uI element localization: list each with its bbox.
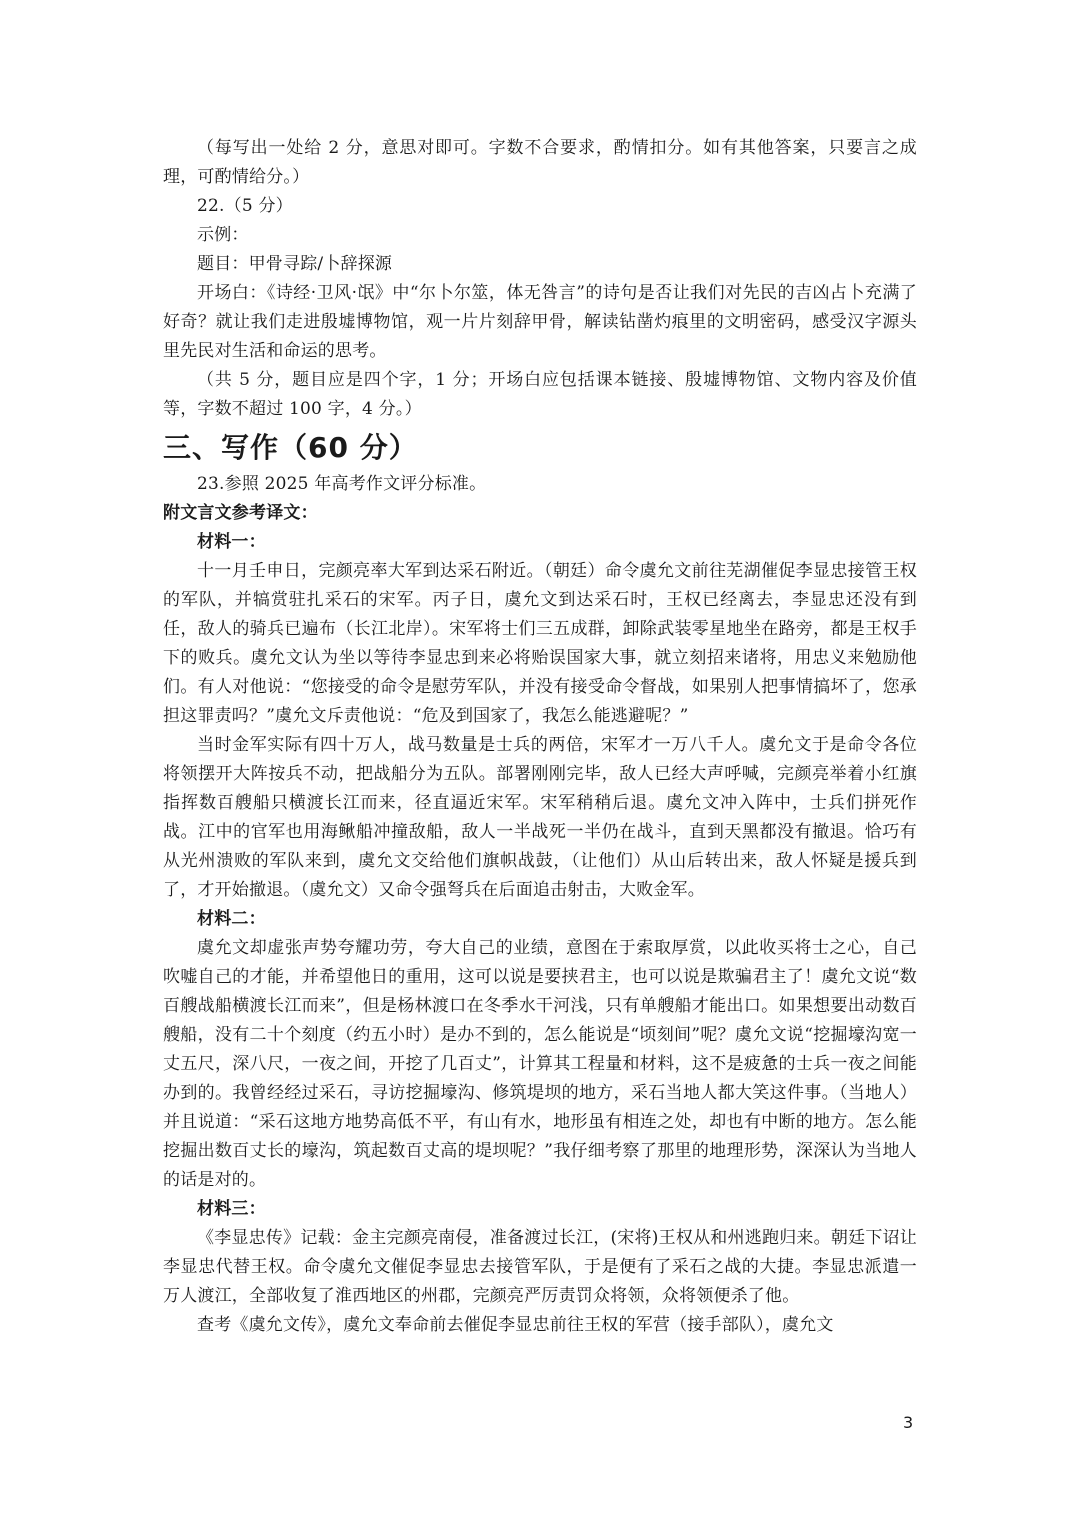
material-2-label: 材料二：: [197, 909, 266, 929]
q21-scoring-note: （每写出一处给 2 分，意思对即可。字数不合要求，酌情扣分。如有其他答案，只要言之成理，可酌情给分。）: [163, 138, 917, 187]
q22-heading: 22.（5 分）: [197, 196, 293, 216]
material-3-paragraph-1: 《李显忠传》记载：金主完颜亮南侵，准备渡过长江，(宋将)王权从和州逃跑归来。朝廷下诏让李显忠代替王权。命令虞允文催促李显忠去接管军队，于是便有了采石之战的大捷。李显忠派遣一万人渡江，全部收复了淮西地区的州郡，完颜亮严厉责罚众将领，众将领便杀了他。: [163, 1228, 917, 1306]
q22-title-line: 题目：甲骨寻踪/卜辞探源: [197, 254, 393, 274]
material-2-paragraph-1: 虞允文却虚张声势夸耀功劳，夸大自己的业绩，意图在于索取厚赏，以此收买将士之心，自己吹嘘自己的才能，并希望他日的重用，这可以说是要挟君主，也可以说是欺骗君主了！虞允文说“数百艘战船横渡长江而来”，但是杨林渡口在冬季水干河浅，只有单艘船才能出口。如果想要出动数百艘船，没有二十个刻度（约五小时）是办不到的，怎么能说是“顷刻间”呢？虞允文说“挖掘壕沟宽一丈五尺，深八尺，一夜之间，开挖了几百丈”，计算其工程量和材料，这不是疲惫的士兵一夜之间能办到的。我曾经经过采石，寻访挖掘壕沟、修筑堤坝的地方，采石当地人都大笑这件事。（当地人）并且说道：“采石这地方地势高低不平，有山有水，地形虽有相连之处，却也有中断的地方。怎么能挖掘出数百丈长的壕沟，筑起数百丈高的堤坝呢？”我仔细考察了那里的地理形势，深深认为当地人的话是对的。: [163, 938, 917, 1190]
q22-opening-remarks: 开场白：《诗经·卫风·氓》中“尔卜尔筮，体无咎言”的诗句是否让我们对先民的吉凶占卜充满了好奇？就让我们走进殷墟博物馆，观一片片刻辞甲骨，解读钻凿灼痕里的文明密码，感受汉字源头里先民对生活和命运的思考。: [163, 283, 917, 361]
q22-example-label: 示例：: [197, 225, 249, 245]
material-3-label: 材料三：: [197, 1199, 266, 1219]
material-1-label: 材料一：: [197, 532, 266, 552]
material-3-paragraph-2: 查考《虞允文传》，虞允文奉命前去催促李显忠前往王权的军营（接手部队），虞允文: [197, 1315, 834, 1335]
q22-scoring-note: （共 5 分，题目应是四个字，1 分；开场白应包括课本链接、殷墟博物馆、文物内容及价值等，字数不超过 100 字，4 分。）: [163, 370, 917, 419]
q23-text: 23.参照 2025 年高考作文评分标准。: [197, 474, 487, 494]
writing-section-title: 三、写作（60 分）: [163, 431, 418, 464]
material-1-paragraph-1: 十一月壬申日，完颜亮率大军到达采石附近。（朝廷）命令虞允文前往芜湖催促李显忠接管王权的军队，并犒赏驻扎采石的宋军。丙子日，虞允文到达采石时，王权已经离去，李显忠还没有到任，敌人的骑兵已遍布（长江北岸）。宋军将士们三五成群，卸除武装零星地坐在路旁，都是王权手下的败兵。虞允文认为坐以等待李显忠到来必将贻误国家大事，就立刻招来诸将，用忠义来勉励他们。有人对他说：“您接受的命令是慰劳军队，并没有接受命令督战，如果别人把事情搞坏了，您承担这罪责吗？”虞允文斥责他说：“危及到国家了，我怎么能逃避呢？”: [163, 561, 917, 726]
document-body: [163, 134, 917, 1340]
translation-heading: 附文言文参考译文：: [163, 503, 318, 523]
page-number: 3: [903, 1413, 914, 1432]
material-1-paragraph-2: 当时金军实际有四十万人，战马数量是士兵的两倍，宋军才一万八千人。虞允文于是命令各位将领摆开大阵按兵不动，把战船分为五队。部署刚刚完毕，敌人已经大声呼喊，完颜亮举着小红旗指挥数百艘船只横渡长江而来，径直逼近宋军。宋军稍稍后退。虞允文冲入阵中，士兵们拼死作战。江中的官军也用海鳅船冲撞敌船，敌人一半战死一半仍在战斗，直到天黑都没有撤退。恰巧有从光州溃败的军队来到，虞允文交给他们旗帜战鼓，（让他们）从山后转出来，敌人怀疑是援兵到了，才开始撤退。（虞允文）又命令强弩兵在后面追击射击，大败金军。: [163, 735, 917, 900]
